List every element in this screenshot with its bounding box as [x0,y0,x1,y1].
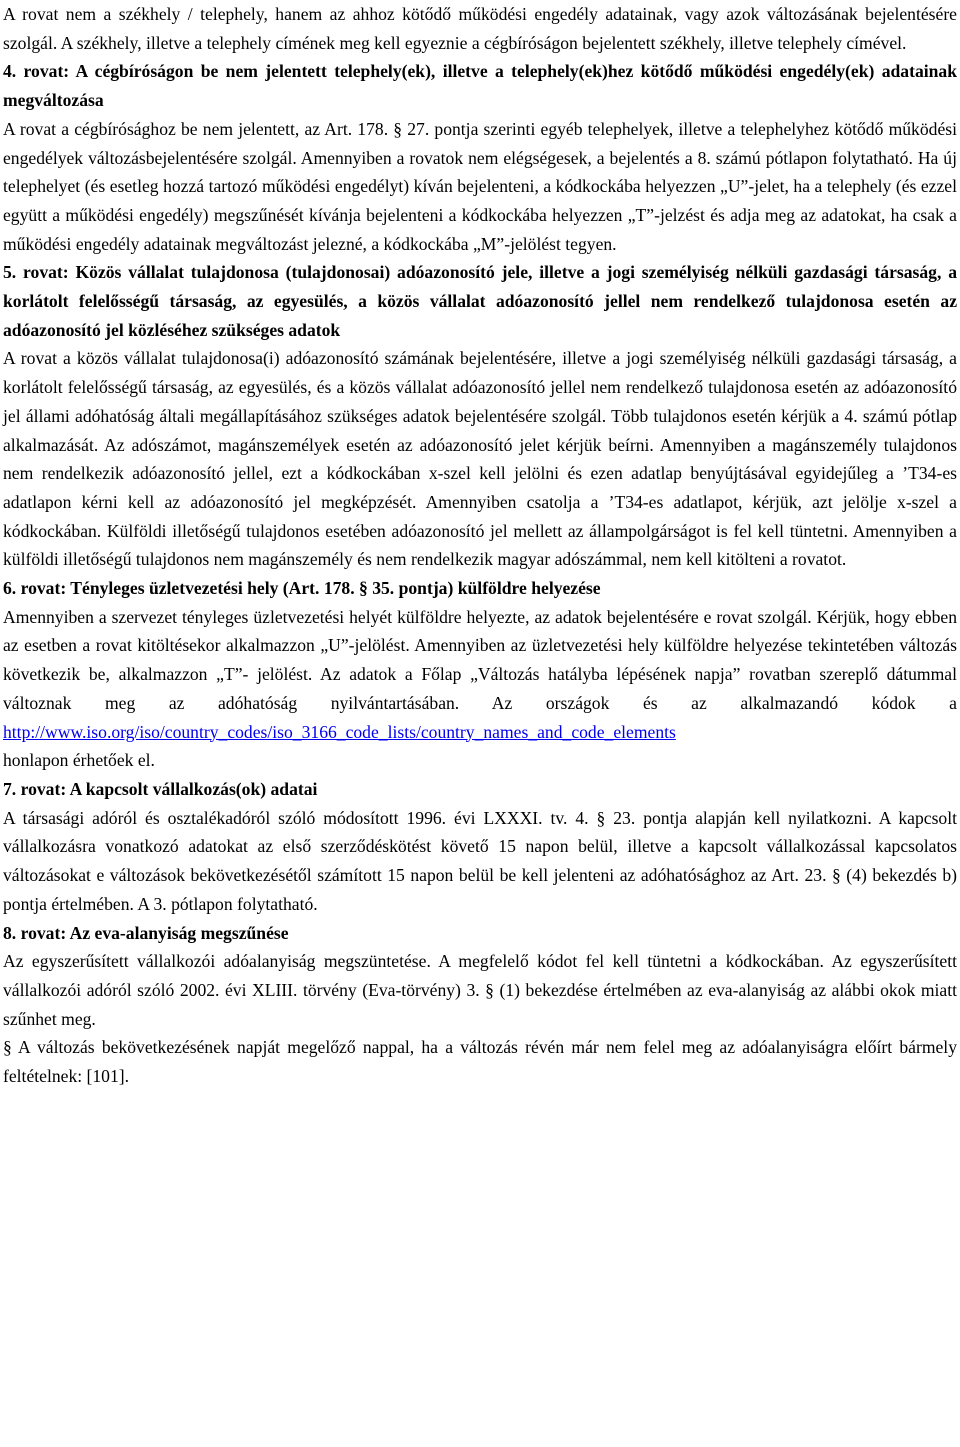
section-6-body: Amennyiben a szervezet tényleges üzletvezetési helyét külföldre helyezte, az adatok bejelentésére e rovat szolgál. Kérjük, hogy ebben az esetben a rovat kitöltésekor alkalmazzon „U”-jelölést. Amennyiben az üzletvezetési hely külföldre helyezése tekintetében változás következik be, alkalmazzon „T”- jelölést. Az adatok a Főlap „Változás hatályba lépésének napja” rovatban szereplő dátummal változnak meg az adóhatóság nyilvántartásában. Az országok és az alkalmazandó kódok a [3,606,957,713]
iso-country-codes-link[interactable]: http://www.iso.org/iso/country_codes/iso_3166_code_lists/country_names_and_code_elements [3,721,676,742]
section-8-heading: 8. rovat: Az eva-alanyiság megszűnése [3,922,289,943]
section-6-after-link: honlapon érhetőek el. [3,750,155,771]
section-6-link-paragraph [3,718,957,747]
section-4-body: A rovat a cégbírósághoz be nem jelentett, az Art. 178. § 27. pontja szerinti egyéb telephelyek, illetve a telephelyhez kötődő működési engedélyek változásbejelentésére szolgál. Amennyiben a rovatok nem elégségesek, a bejelentés a 8. számú pótlapon folytatható. Ha új telephelyet (és esetleg hozzá tartozó működési engedélyt) kíván bejelenteni, a kódkockába helyezzen „U”-jelet, ha a telephely (és ezzel együtt a működési engedély) megszűnését kívánja bejelenteni a kódkockába helyezzen „T”-jelzést és adja meg az adatokat, ha csak a működési engedély adatainak megváltozást jelezné, a kódkockába „M”-jelölést tegyen. [3,118,957,254]
section-4-heading: 4. rovat: A cégbíróságon be nem jelentett telephely(ek), illetve a telephely(ek)hez kötődő működési engedély(ek) adatainak megváltozása [3,61,957,111]
section-6-heading: 6. rovat: Tényleges üzletvezetési hely (Art. 178. § 35. pontja) külföldre helyezése [3,578,601,599]
section-7-body: A társasági adóról és osztalékadóról szóló módosított 1996. évi LXXXI. tv. 4. § 23. pontja alapján kell nyilatkozni. A kapcsolt vállalkozásra vonatkozó adatokat az első szerződéskötést követő 15 napon belül, illetve a kapcsolt vállalkozással kapcsolatos változásokat e változások bekövetkezésétől számított 15 napon belül be kell jelenteni az adóhatósághoz az Art. 23. § (4) bekezdés b) pontja értelmében. A 3. pótlapon folytatható. [3,807,957,914]
section-5-heading: 5. rovat: Közös vállalat tulajdonosa (tulajdonosai) adóazonosító jele, illetve a jogi személyiség nélküli gazdasági társaság, a korlátolt felelősségű társaság, az egyesülés, a közös vállalat adóazonosító jellel nem rendelkező tulajdonosa esetén az adóazonosító jel közléséhez szükséges adatok [3,262,957,340]
section-8-body-item: § A változás bekövetkezésének napját megelőző nappal, ha a változás révén már nem felel meg az adóalanyiságra előírt bármely feltételnek: [101]. [3,1037,957,1087]
section-7-heading: 7. rovat: A kapcsolt vállalkozás(ok) adatai [3,778,318,799]
section-5-body: A rovat a közös vállalat tulajdonosa(i) adóazonosító számának bejelentésére, illetve a jogi személyiség nélküli gazdasági társaság, a korlátolt felelősségű társaság, az egyesülés, és a közös vállalat adóazonosító jellel nem rendelkező tulajdonosa esetén az adóazonosító jel állami adóhatóság általi megállapításához szükséges adatok bejelentésére szolgál. Több tulajdonos esetén kérjük a 4. számú pótlap alkalmazását. Az adószámot, magánszemélyek esetén az adóazonosító jelet kérjük beírni. Amennyiben a magánszemély tulajdonos nem rendelkezik adóazonosító jellel, ezt a kódkockában x-szel kell jelölni és ezen adatlap benyújtásával egyidejűleg a ’T34-es adatlapon kérni kell az adóazonosító jel megképzését. Amennyiben csatolja a ’T34-es adatlapot, kérjük, azt jelölje x-szel a kódkockában. Külföldi illetőségű tulajdonos esetében adóazonosító jel mellett az állampolgárságot is fel kell tüntetni. Amennyiben a külföldi illetőségű tulajdonos nem magánszemély és nem rendelkezik magyar adószámmal, nem kell kitölteni a rovatot. [3,348,957,570]
section-8-body: Az egyszerűsített vállalkozói adóalanyiság megszüntetése. A megfelelő kódot fel kell tüntetni a kódkockában. Az egyszerűsített vállalkozói adóról szóló 2002. évi XLIII. törvény (Eva-törvény) 3. § (1) bekezdése értelmében az eva-alanyiság az alábbi okok miatt szűnhet meg. [3,951,957,1029]
intro-paragraph: A rovat nem a székhely / telephely, hanem az ahhoz kötődő működési engedély adatainak, vagy azok változásának bejelentésére szolgál. A székhely, illetve a telephely címének meg kell egyeznie a cégbíróságon bejelentett székhely, illetve telephely címével. [3,4,957,53]
